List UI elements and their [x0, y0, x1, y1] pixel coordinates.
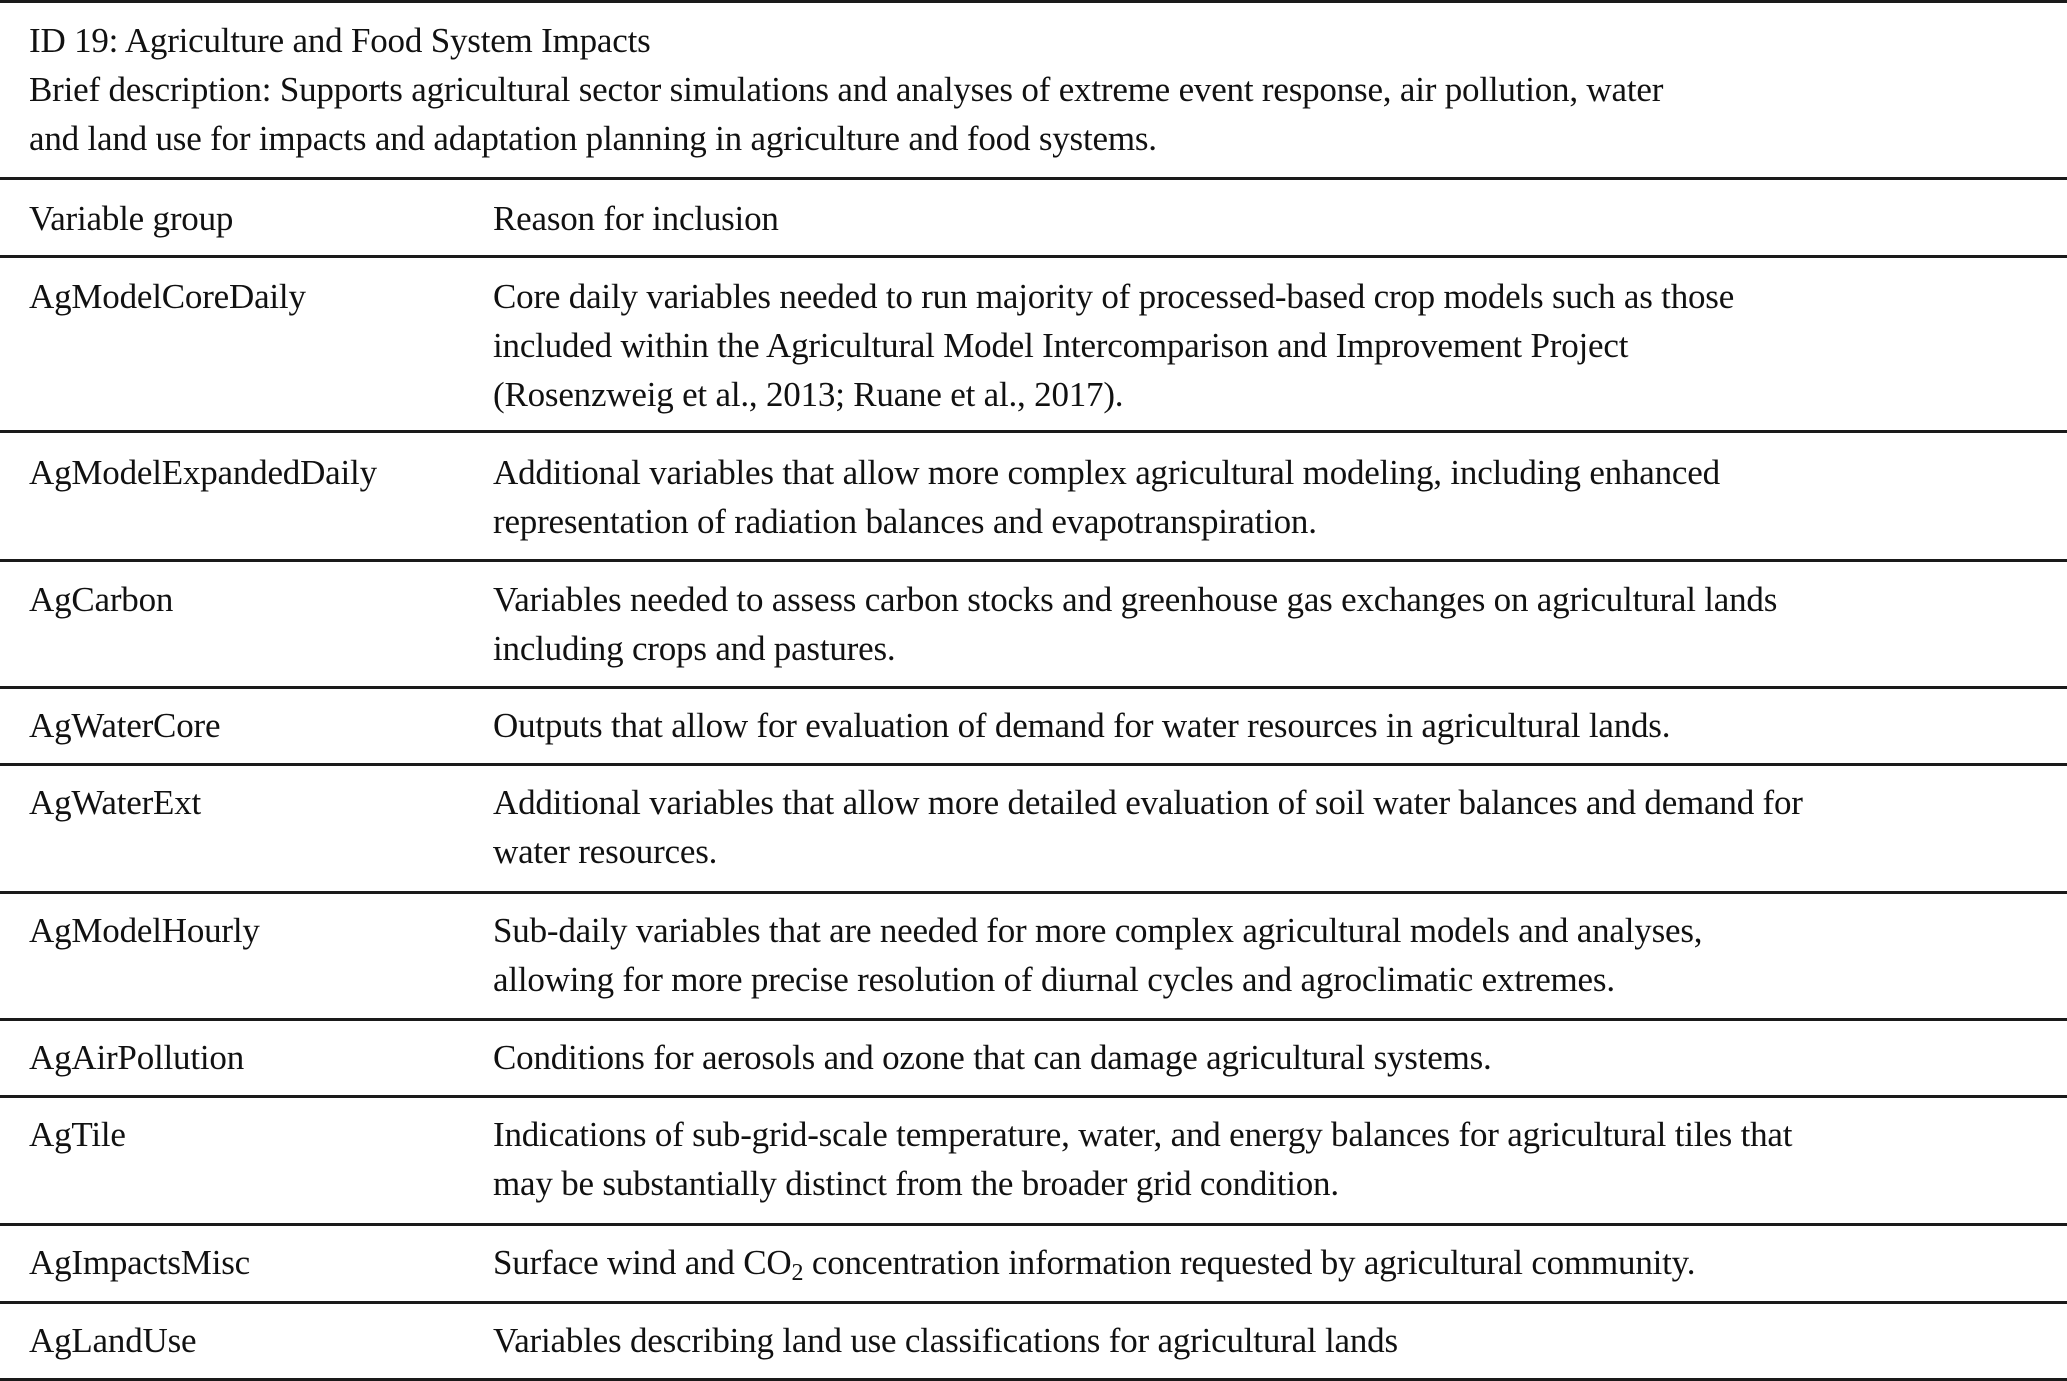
reason-cell-line: included within the Agricultural Model Intercomparison and Improvement Project [493, 326, 1629, 365]
variable-group-cell: AgAirPollution [29, 1038, 244, 1077]
reason-text: concentration information requested by agricultural community. [803, 1243, 1696, 1282]
variable-group-cell: AgModelCoreDaily [29, 277, 306, 316]
reason-cell-line: (Rosenzweig et al., 2013; Ruane et al., 2017). [493, 375, 1124, 414]
row-rule [0, 891, 2067, 894]
reason-cell-line: representation of radiation balances and evapotranspiration. [493, 502, 1317, 541]
reason-cell-line: Core daily variables needed to run majority of processed-based crop models such as those [493, 277, 1735, 316]
variable-group-cell: AgLandUse [29, 1321, 197, 1360]
row-rule [0, 763, 2067, 766]
reason-cell-line: Indications of sub-grid-scale temperature, water, and energy balances for agricultural tiles that [493, 1115, 1793, 1154]
row-rule [0, 686, 2067, 689]
column-header-variable-group: Variable group [29, 199, 234, 238]
row-rule [0, 1095, 2067, 1098]
reason-cell-line: Sub-daily variables that are needed for more complex agricultural models and analyses, [493, 911, 1703, 950]
table-description-line: Brief description: Supports agricultural sector simulations and analyses of extreme event response, air pollution, water [29, 70, 1664, 109]
subscript-text: 2 [791, 1260, 804, 1286]
reason-cell-line: may be substantially distinct from the broader grid condition. [493, 1164, 1339, 1203]
variable-group-cell: AgModelHourly [29, 911, 260, 950]
reason-cell-line: water resources. [493, 832, 718, 871]
reason-cell-line: Additional variables that allow more complex agricultural modeling, including enhanced [493, 453, 1720, 492]
variable-group-cell: AgWaterCore [29, 706, 221, 745]
header-rule [0, 255, 2067, 258]
table-description-line: and land use for impacts and adaptation planning in agriculture and food systems. [29, 119, 1157, 158]
row-rule [0, 1301, 2067, 1304]
reason-cell-line: Variables describing land use classifications for agricultural lands [493, 1321, 1398, 1360]
variable-group-cell: AgTile [29, 1115, 126, 1154]
reason-cell-line: Additional variables that allow more detailed evaluation of soil water balances and demand for [493, 783, 1803, 822]
row-rule [0, 559, 2067, 562]
reason-text: Surface wind and CO [493, 1243, 792, 1282]
row-rule [0, 1223, 2067, 1226]
variable-group-cell: AgImpactsMisc [29, 1243, 250, 1282]
reason-cell-line: including crops and pastures. [493, 629, 896, 668]
variable-group-cell: AgWaterExt [29, 783, 202, 822]
table-title: ID 19: Agriculture and Food System Impacts [29, 21, 651, 60]
reason-cell-line [493, 1238, 1695, 1287]
reason-cell-line: Conditions for aerosols and ozone that can damage agricultural systems. [493, 1038, 1492, 1077]
reason-cell-line: Outputs that allow for evaluation of demand for water resources in agricultural lands. [493, 706, 1671, 745]
variable-group-cell: AgCarbon [29, 580, 174, 619]
reason-cell-line: allowing for more precise resolution of diurnal cycles and agroclimatic extremes. [493, 960, 1615, 999]
variable-group-cell: AgModelExpandedDaily [29, 453, 377, 492]
caption-rule [0, 177, 2067, 180]
reason-cell-line: Variables needed to assess carbon stocks and greenhouse gas exchanges on agricultural lands [493, 580, 1778, 619]
row-rule [0, 1018, 2067, 1021]
column-header-reason: Reason for inclusion [493, 199, 779, 238]
table-top-rule [0, 0, 2067, 3]
row-rule [0, 430, 2067, 433]
